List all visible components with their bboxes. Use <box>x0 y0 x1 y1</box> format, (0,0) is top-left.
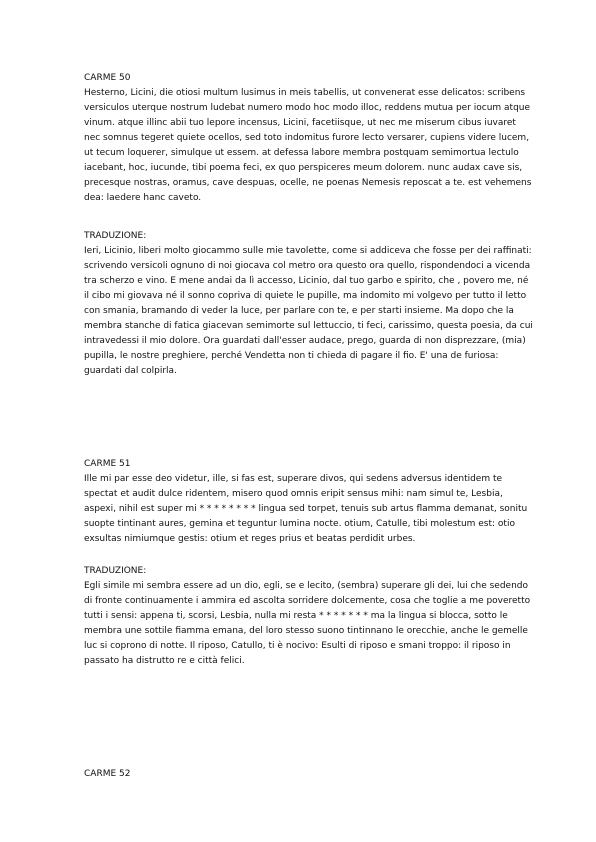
translation-line: intravedessi il mio dolore. Ora guardati dall'esser audace, prego, guarda di non disprezzare, (mia) <box>84 336 526 346</box>
carme-50-title: CARME 50 <box>84 73 131 83</box>
translation-line: pupilla, le nostre preghiere, perché Vendetta non ti chieda di pagare il fio. E' una de furiosa: <box>84 351 499 361</box>
translation-line: tra scherzo e vino. E mene andai da lì accesso, Licinio, dal tuo garbo e spirito, che , povero me, né <box>84 276 529 286</box>
latin-line: exsultas nimiumque gestis: otium et reges prius et beatas perdidit urbes. <box>84 534 416 544</box>
latin-line: spectat et audit dulce ridentem, misero quod omnis eripit sensus mihi: nam simul te, Lesbia, <box>84 489 503 499</box>
carme-50-section <box>84 71 544 206</box>
latin-line: iacebant, hoc, iucunde, tibi poema feci, ex quo perspiceres meum dolorem. nunc audax cave sis, <box>84 163 523 173</box>
carme-52-section <box>84 767 544 782</box>
latin-line: suopte tintinant aures, gemina et teguntur lumina nocte. otium, Catulle, tibi molestum est: otio <box>84 519 515 529</box>
translation-line: passato ha distrutto re e città felici. <box>84 656 245 666</box>
latin-line: Ille mi par esse deo videtur, ille, si fas est, superare divos, qui sedens adversus identidem te <box>84 474 503 484</box>
latin-line: nec somnus tegeret quiete ocellos, sed toto indomitus furore lecto versarer, cupiens videre lucem, <box>84 133 530 143</box>
translation-heading: TRADUZIONE: <box>84 566 147 576</box>
translation-line: con smania, bramando di veder la luce, per parlare con te, e per starti insieme. Ma dopo che la <box>84 306 514 316</box>
latin-line: aspexi, nihil est super mi * * * * * * * * lingua sed torpet, tenuis sub artus flamma demanat, sonitu <box>84 504 528 514</box>
translation-heading: TRADUZIONE: <box>84 231 147 241</box>
translation-line: scrivendo versicoli ognuno di noi giocava col metro ora questo ora quello, rispondendoci a vicenda <box>84 261 531 271</box>
latin-line: ut tecum loquerer, simulque ut essem. at defessa labore membra postquam semimortua lectulo <box>84 148 519 158</box>
carme-52-title: CARME 52 <box>84 769 131 779</box>
translation-line: guardati dal colpirla. <box>84 366 177 376</box>
latin-line: precesque nostras, oramus, cave despuas, ocelle, ne poenas Nemesis reposcat a te. est vehemens <box>84 178 532 188</box>
carme-51-title: CARME 51 <box>84 459 131 469</box>
translation-line: di fronte continuamente i ammira ed ascolta sorridere dolcemente, cosa che toglie a me poveretto <box>84 596 531 606</box>
latin-line: Hesterno, Licini, die otiosi multum lusimus in meis tabellis, ut convenerat esse delicatos: scribens <box>84 88 526 98</box>
latin-line: versiculos uterque nostrum ludebat numero modo hoc modo illoc, reddens mutua per iocum atque <box>84 103 531 113</box>
latin-line: vinum. atque illinc abii tuo lepore incensus, Licini, facetiisque, ut nec me miserum cibus iuvaret <box>84 118 516 128</box>
translation-line: luc si coprono di notte. Il riposo, Catullo, ti è nocivo: Esulti di riposo e smani troppo: il riposo in <box>84 641 511 651</box>
translation-line: membra stanche di fatica giacevan semimorte sul lettuccio, ti feci, carissimo, questa poesia, da cui <box>84 321 533 331</box>
translation-line: il cibo mi giovava né il sonno copriva di quiete le pupille, ma indomito mi volgevo per tutto il letto <box>84 291 527 301</box>
carme-50-translation <box>84 229 544 379</box>
translation-line: membra une sottile fiamma emana, del loro stesso suono tintinnano le orecchie, anche le gemelle <box>84 626 528 636</box>
carme-51-translation <box>84 564 544 669</box>
translation-line: tutti i sensi: appena ti, scorsi, Lesbia, nulla mi resta * * * * * * * ma la lingua si blocca, sotto le <box>84 611 508 621</box>
translation-line: Ieri, Licinio, liberi molto giocammo sulle mie tavolette, come si addiceva che fosse per dei raffinati: <box>84 246 532 256</box>
translation-line: Egli simile mi sembra essere ad un dio, egli, se e lecito, (sembra) superare gli dei, lui che sedendo <box>84 581 529 591</box>
latin-line: dea: laedere hanc caveto. <box>84 193 202 203</box>
carme-51-section <box>84 457 544 547</box>
